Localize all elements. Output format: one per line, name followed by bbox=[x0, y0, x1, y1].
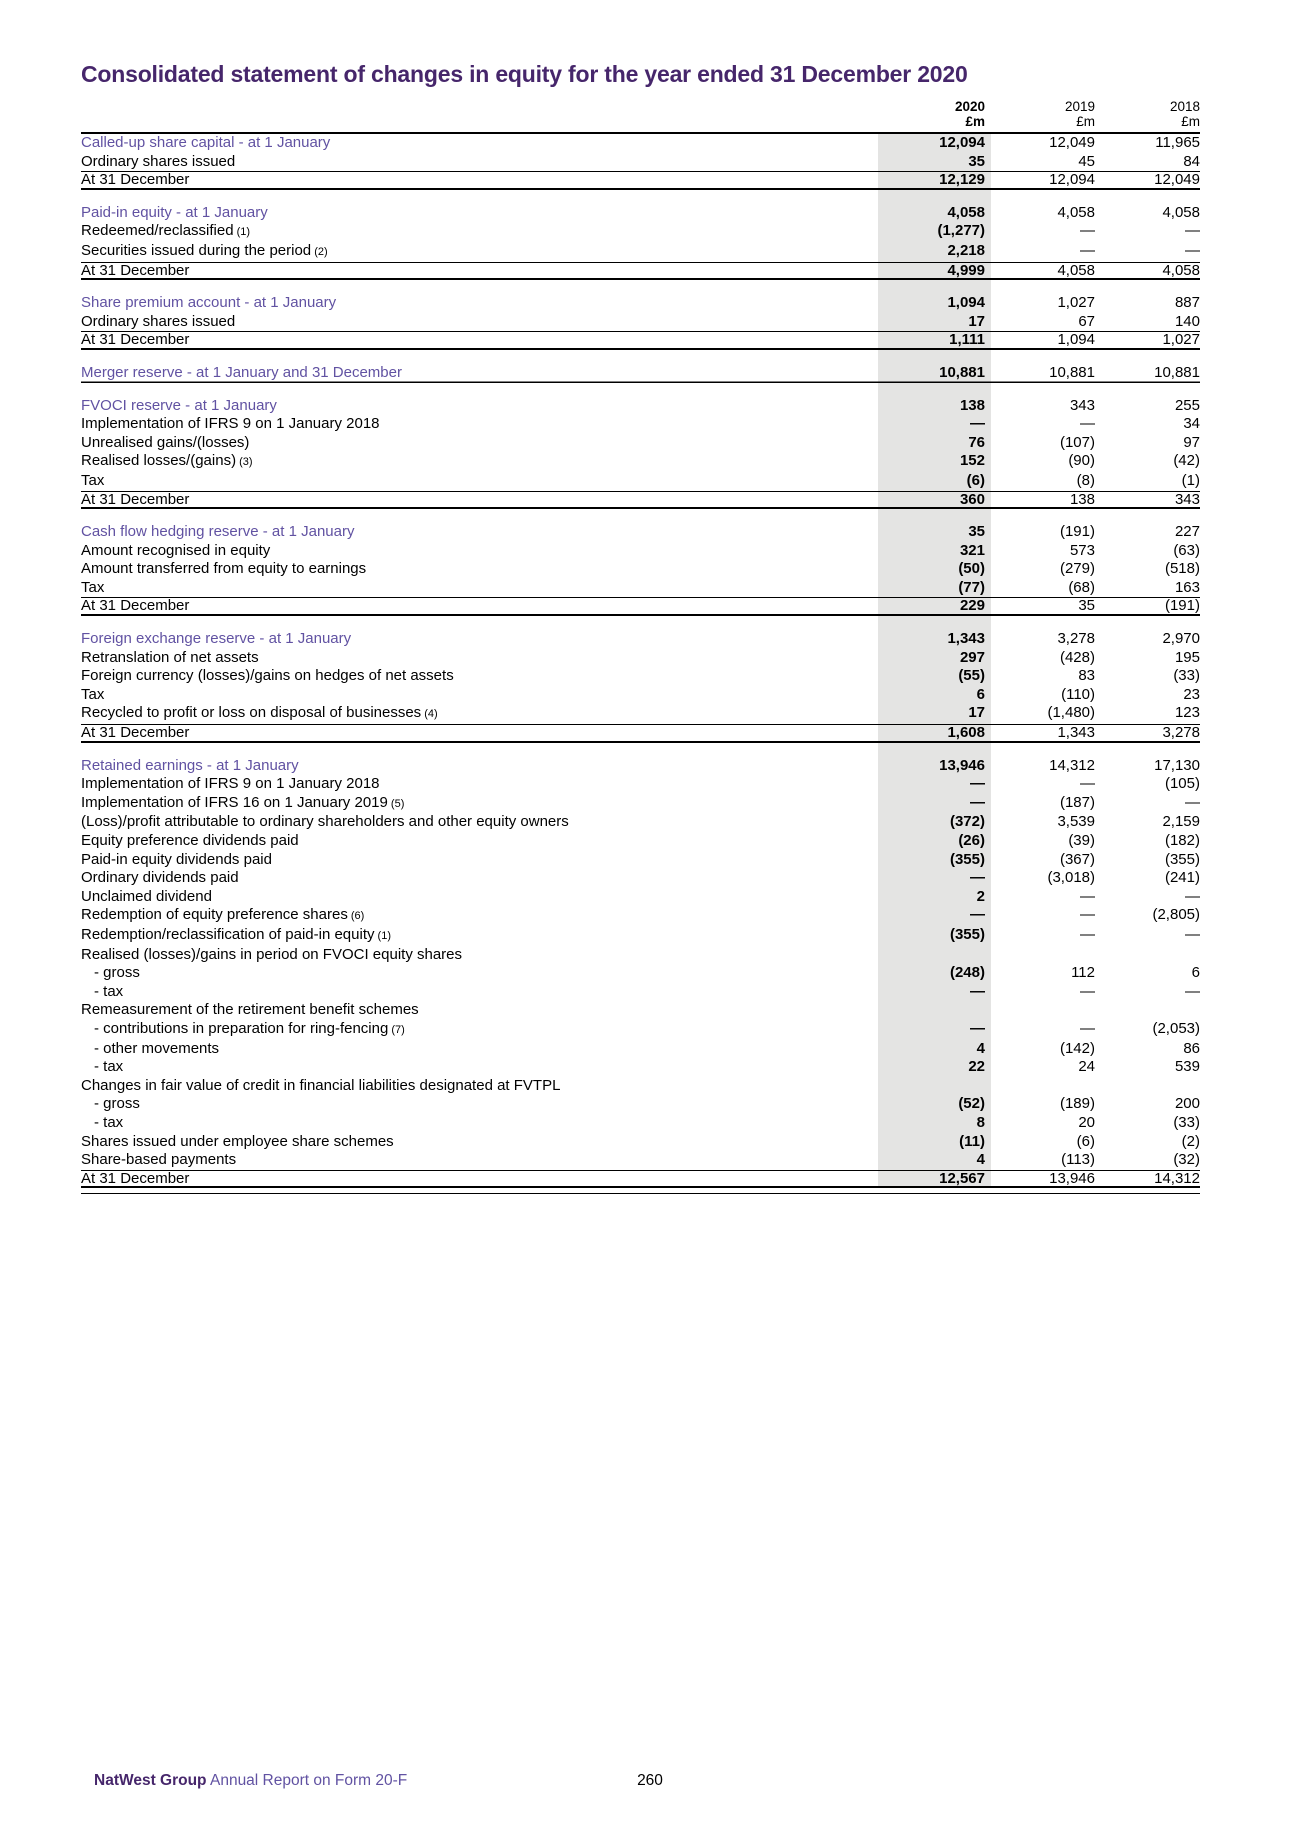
row-label: FVOCI reserve - at 1 January bbox=[81, 396, 277, 414]
table-row bbox=[81, 983, 1200, 1002]
column-header-2019 bbox=[991, 99, 1095, 129]
row-label: At 31 December bbox=[81, 1169, 190, 1187]
footer-brand: NatWest Group bbox=[94, 1772, 207, 1789]
table-row bbox=[81, 649, 1200, 668]
table-row bbox=[81, 579, 1200, 598]
value-2018: — bbox=[1185, 222, 1200, 240]
value-2020: 10,881 bbox=[939, 363, 985, 381]
value-2020: 12,094 bbox=[939, 134, 985, 151]
table-row bbox=[81, 724, 1200, 743]
value-2020: (372) bbox=[949, 813, 985, 831]
value-2019: 10,881 bbox=[1049, 363, 1095, 381]
row-label: - gross bbox=[94, 1095, 140, 1113]
value-2018: 4,058 bbox=[1162, 203, 1200, 221]
row-label: Cash flow hedging reserve - at 1 January bbox=[81, 523, 355, 541]
value-2019: 138 bbox=[1069, 490, 1095, 508]
value-2020: — bbox=[970, 793, 985, 811]
value-2020: (77) bbox=[958, 578, 985, 596]
value-2019: 13,946 bbox=[1049, 1169, 1095, 1187]
table-row bbox=[81, 1170, 1200, 1189]
table-row bbox=[81, 434, 1200, 453]
row-label: Tax bbox=[81, 471, 105, 489]
footnote-marker: (1) bbox=[374, 929, 391, 942]
value-2018: 86 bbox=[1183, 1039, 1200, 1057]
value-2020: — bbox=[970, 1019, 985, 1037]
row-label: Amount transferred from equity to earnings bbox=[81, 560, 367, 578]
table-body bbox=[81, 134, 1200, 1188]
table-row bbox=[81, 472, 1200, 491]
row-label: Tax bbox=[81, 578, 105, 596]
value-2019: 343 bbox=[1069, 396, 1095, 414]
row-label: - tax bbox=[94, 1113, 124, 1131]
row-label: Realised losses/(gains) (3) bbox=[81, 452, 253, 470]
value-2020: — bbox=[970, 415, 985, 433]
value-2020: 35 bbox=[968, 523, 985, 541]
table-row bbox=[81, 832, 1200, 851]
table-section bbox=[81, 523, 1200, 616]
value-2018: (33) bbox=[1173, 667, 1200, 685]
value-2018: (182) bbox=[1164, 832, 1200, 849]
value-2020: 229 bbox=[959, 597, 985, 615]
value-2020: 4,058 bbox=[947, 203, 985, 221]
value-2019: 24 bbox=[1078, 1058, 1095, 1076]
value-2019: (113) bbox=[1061, 1151, 1095, 1169]
value-2018: 1,027 bbox=[1162, 331, 1200, 349]
value-2019 bbox=[991, 946, 1095, 965]
value-2018: — bbox=[1185, 241, 1200, 259]
table-section bbox=[81, 364, 1200, 383]
value-2018: 539 bbox=[1174, 1058, 1200, 1076]
column-unit: £m bbox=[965, 114, 985, 129]
value-2020: 2,218 bbox=[947, 241, 985, 259]
value-2018: 195 bbox=[1174, 648, 1200, 666]
table-section bbox=[81, 204, 1200, 280]
value-2019: (191) bbox=[1059, 523, 1095, 541]
row-label: Amount recognised in equity bbox=[81, 541, 271, 559]
value-2020: 1,343 bbox=[947, 630, 985, 648]
row-label: Foreign exchange reserve - at 1 January bbox=[81, 630, 352, 648]
value-2018: 227 bbox=[1174, 523, 1200, 541]
value-2020: 8 bbox=[976, 1113, 985, 1131]
row-label: Recycled to profit or loss on disposal of businesses (4) bbox=[81, 704, 438, 722]
value-2018: (1) bbox=[1181, 471, 1200, 489]
value-2019: — bbox=[1080, 925, 1095, 943]
row-label: Redeemed/reclassified (1) bbox=[81, 222, 251, 240]
value-2018: (2,805) bbox=[1152, 906, 1200, 924]
row-label: (Loss)/profit attributable to ordinary shareholders and other equity owners bbox=[81, 813, 569, 831]
table-row bbox=[81, 134, 1200, 153]
row-label: Unrealised gains/(losses) bbox=[81, 433, 250, 451]
value-2020: (355) bbox=[949, 925, 985, 943]
table-row bbox=[81, 704, 1200, 724]
table-row bbox=[81, 560, 1200, 579]
value-2020: 1,094 bbox=[947, 294, 985, 312]
row-label: Unclaimed dividend bbox=[81, 887, 212, 905]
value-2019: 1,094 bbox=[1057, 331, 1095, 349]
value-2019: 45 bbox=[1078, 152, 1095, 170]
value-2020: 6 bbox=[976, 685, 985, 703]
page-title: Consolidated statement of changes in equity for the year ended 31 December 2020 bbox=[81, 61, 968, 87]
footer-brand-line bbox=[94, 1772, 407, 1790]
table-row bbox=[81, 331, 1200, 350]
table-row bbox=[81, 813, 1200, 832]
table-row bbox=[81, 757, 1200, 776]
value-2020: 2 bbox=[976, 887, 985, 905]
value-2018: 343 bbox=[1174, 490, 1200, 508]
value-2019: (90) bbox=[1068, 452, 1095, 470]
value-2018: (2) bbox=[1181, 1132, 1200, 1150]
value-2019: (8) bbox=[1076, 471, 1095, 489]
table-row bbox=[81, 397, 1200, 416]
row-label: At 31 December bbox=[81, 331, 190, 349]
table-row bbox=[81, 964, 1200, 983]
row-label: Foreign currency (losses)/gains on hedges of net assets bbox=[81, 667, 454, 685]
value-2020: 13,946 bbox=[939, 756, 985, 774]
table-row bbox=[81, 926, 1200, 946]
value-2018: 6 bbox=[1191, 964, 1200, 982]
value-2018: 255 bbox=[1174, 396, 1200, 414]
value-2019: 573 bbox=[1069, 541, 1095, 559]
value-2018: (33) bbox=[1173, 1113, 1200, 1131]
value-2019: 1,027 bbox=[1057, 294, 1095, 312]
value-2019: 3,278 bbox=[1057, 630, 1095, 648]
table-row bbox=[81, 204, 1200, 223]
table-row bbox=[81, 242, 1200, 262]
row-label: At 31 December bbox=[81, 724, 190, 742]
value-2019: (68) bbox=[1068, 578, 1095, 596]
value-2020: 17 bbox=[968, 704, 985, 722]
table-row bbox=[81, 851, 1200, 870]
table-row bbox=[81, 415, 1200, 434]
footnote-marker: (1) bbox=[233, 226, 251, 239]
table-row bbox=[81, 597, 1200, 616]
value-2020: 4,999 bbox=[947, 261, 985, 279]
row-label: At 31 December bbox=[81, 490, 190, 508]
value-2018 bbox=[1095, 946, 1200, 965]
value-2018: — bbox=[1185, 887, 1200, 905]
value-2018: 17,130 bbox=[1154, 756, 1200, 774]
value-2020: 321 bbox=[959, 541, 985, 559]
value-2018: (355) bbox=[1164, 850, 1200, 868]
column-year: 2020 bbox=[954, 99, 985, 114]
value-2018: 97 bbox=[1183, 433, 1200, 451]
row-label: Tax bbox=[81, 685, 105, 703]
value-2020: 1,608 bbox=[947, 724, 985, 742]
value-2020: — bbox=[970, 982, 985, 1000]
value-2018: (241) bbox=[1164, 869, 1200, 887]
row-label: At 31 December bbox=[81, 261, 190, 279]
value-2020: (355) bbox=[949, 850, 985, 868]
value-2018 bbox=[1095, 1077, 1200, 1096]
value-2018: 14,312 bbox=[1154, 1169, 1200, 1187]
table-row bbox=[81, 869, 1200, 888]
value-2018: 2,159 bbox=[1162, 813, 1200, 831]
value-2018: 140 bbox=[1174, 312, 1200, 330]
row-label: Ordinary dividends paid bbox=[81, 869, 239, 887]
row-label: Remeasurement of the retirement benefit schemes bbox=[81, 1001, 419, 1019]
value-2018: 123 bbox=[1174, 704, 1200, 722]
table-row bbox=[81, 294, 1200, 313]
value-2018: 84 bbox=[1183, 152, 1200, 170]
value-2020: (26) bbox=[958, 832, 985, 849]
value-2019: (39) bbox=[1068, 832, 1095, 849]
footnote-marker: (4) bbox=[421, 708, 438, 721]
value-2019: (110) bbox=[1061, 685, 1095, 703]
value-2018: (42) bbox=[1173, 452, 1200, 470]
value-2019: 35 bbox=[1078, 597, 1095, 615]
value-2019: 14,312 bbox=[1049, 756, 1095, 774]
table-row bbox=[81, 153, 1200, 172]
value-2019: — bbox=[1080, 415, 1095, 433]
value-2019: (187) bbox=[1059, 793, 1095, 811]
column-year: 2018 bbox=[1169, 99, 1200, 114]
value-2020: (11) bbox=[959, 1132, 985, 1150]
value-2019: — bbox=[1080, 241, 1095, 259]
value-2020: (248) bbox=[949, 964, 985, 982]
table-row bbox=[81, 667, 1200, 686]
value-2018: — bbox=[1185, 982, 1200, 1000]
row-label: Merger reserve - at 1 January and 31 December bbox=[81, 363, 402, 381]
value-2019: (279) bbox=[1059, 560, 1095, 578]
value-2018: 4,058 bbox=[1162, 261, 1200, 279]
value-2018: 200 bbox=[1174, 1095, 1200, 1113]
table-row bbox=[81, 262, 1200, 281]
value-2020 bbox=[878, 946, 991, 965]
row-label: At 31 December bbox=[81, 597, 190, 615]
value-2020: 4 bbox=[976, 1039, 985, 1057]
row-label: Ordinary shares issued bbox=[81, 152, 236, 170]
table-row bbox=[81, 491, 1200, 510]
table-row bbox=[81, 888, 1200, 907]
value-2020: 17 bbox=[968, 312, 985, 330]
value-2019: (6) bbox=[1076, 1132, 1095, 1150]
value-2020: (6) bbox=[966, 471, 985, 489]
value-2020: 138 bbox=[959, 396, 985, 414]
value-2020: 35 bbox=[968, 152, 985, 170]
value-2018 bbox=[1095, 1001, 1200, 1020]
value-2019: (3,018) bbox=[1047, 869, 1095, 887]
table-row bbox=[81, 171, 1200, 190]
row-label: Share premium account - at 1 January bbox=[81, 294, 337, 312]
table-section bbox=[81, 630, 1200, 743]
table-row bbox=[81, 1133, 1200, 1152]
value-2020: (52) bbox=[958, 1095, 985, 1113]
row-label: Retranslation of net assets bbox=[81, 648, 259, 666]
table-section bbox=[81, 134, 1200, 190]
footnote-marker: (7) bbox=[388, 1023, 405, 1036]
header-spacer bbox=[81, 99, 878, 129]
row-label: Implementation of IFRS 9 on 1 January 2018 bbox=[81, 775, 380, 793]
value-2018: (32) bbox=[1173, 1151, 1200, 1169]
table-row bbox=[81, 1058, 1200, 1077]
table-section bbox=[81, 757, 1200, 1189]
table-row bbox=[81, 1095, 1200, 1114]
footnote-marker: (2) bbox=[311, 245, 328, 258]
table-row bbox=[81, 1020, 1200, 1040]
value-2020: 360 bbox=[959, 490, 985, 508]
value-2019: — bbox=[1080, 906, 1095, 924]
row-label: Implementation of IFRS 16 on 1 January 2019 (5) bbox=[81, 793, 405, 811]
footnote-marker: (5) bbox=[387, 797, 405, 810]
value-2019: 4,058 bbox=[1057, 203, 1095, 221]
page-footer bbox=[0, 1772, 1300, 1792]
value-2018: 12,049 bbox=[1154, 171, 1200, 189]
row-label: Changes in fair value of credit in financial liabilities designated at FVTPL bbox=[81, 1076, 561, 1094]
value-2019: — bbox=[1080, 887, 1095, 905]
table-row bbox=[81, 946, 1200, 965]
row-label: Share-based payments bbox=[81, 1151, 237, 1169]
value-2020: 152 bbox=[959, 452, 985, 470]
column-unit: £m bbox=[1181, 114, 1200, 129]
column-header-2018 bbox=[1095, 99, 1200, 129]
column-unit: £m bbox=[1076, 114, 1095, 129]
value-2019: 3,539 bbox=[1057, 813, 1095, 831]
row-label: Called-up share capital - at 1 January bbox=[81, 134, 331, 151]
page-number: 260 bbox=[637, 1772, 663, 1789]
footer-report-title: Annual Report on Form 20-F bbox=[209, 1772, 408, 1789]
column-year: 2019 bbox=[1064, 99, 1095, 114]
table-row bbox=[81, 630, 1200, 649]
row-label: Realised (losses)/gains in period on FVOCI equity shares bbox=[81, 945, 463, 963]
value-2019: — bbox=[1080, 222, 1095, 240]
row-label: - gross bbox=[94, 964, 140, 982]
table-row bbox=[81, 1077, 1200, 1096]
table-row bbox=[81, 906, 1200, 926]
value-2019: 4,058 bbox=[1057, 261, 1095, 279]
value-2019: 67 bbox=[1078, 312, 1095, 330]
table-row bbox=[81, 222, 1200, 242]
value-2018: (2,053) bbox=[1152, 1019, 1200, 1037]
row-label: Implementation of IFRS 9 on 1 January 2018 bbox=[81, 415, 380, 433]
value-2020 bbox=[878, 1001, 991, 1020]
row-label: - tax bbox=[94, 1058, 124, 1076]
value-2019: 20 bbox=[1078, 1113, 1095, 1131]
row-label: Retained earnings - at 1 January bbox=[81, 756, 299, 774]
row-label: Paid-in equity - at 1 January bbox=[81, 203, 268, 221]
value-2019: (1,480) bbox=[1047, 704, 1095, 722]
table-row bbox=[81, 364, 1200, 383]
value-2020: 12,129 bbox=[939, 171, 985, 189]
row-label: Securities issued during the period (2) bbox=[81, 241, 328, 259]
table-row bbox=[81, 1001, 1200, 1020]
table-row bbox=[81, 775, 1200, 794]
value-2019 bbox=[991, 1001, 1095, 1020]
table-row bbox=[81, 686, 1200, 705]
value-2019: 12,049 bbox=[1049, 134, 1095, 151]
value-2018: — bbox=[1185, 793, 1200, 811]
table-section bbox=[81, 294, 1200, 350]
table-row bbox=[81, 1151, 1200, 1170]
row-label: Equity preference dividends paid bbox=[81, 832, 299, 849]
row-label: - other movements bbox=[94, 1039, 220, 1057]
value-2019: (428) bbox=[1059, 648, 1095, 666]
table-row bbox=[81, 452, 1200, 472]
value-2020: 22 bbox=[968, 1058, 985, 1076]
table-row bbox=[81, 794, 1200, 814]
footnote-marker: (3) bbox=[236, 456, 253, 469]
value-2019: (142) bbox=[1059, 1039, 1095, 1057]
column-header-2020 bbox=[878, 99, 991, 129]
row-label: Shares issued under employee share schemes bbox=[81, 1132, 394, 1150]
value-2019 bbox=[991, 1077, 1095, 1096]
value-2018: 887 bbox=[1174, 294, 1200, 312]
value-2020: (55) bbox=[958, 667, 985, 685]
footnote-marker: (6) bbox=[347, 910, 365, 923]
value-2020: (50) bbox=[958, 560, 985, 578]
row-label: At 31 December bbox=[81, 171, 190, 189]
value-2020: 4 bbox=[976, 1151, 985, 1169]
row-label: Redemption/reclassification of paid-in equity (1) bbox=[81, 925, 391, 943]
value-2018: (105) bbox=[1164, 775, 1200, 793]
value-2019: — bbox=[1080, 775, 1095, 793]
value-2018: 3,278 bbox=[1162, 724, 1200, 742]
value-2018: — bbox=[1185, 925, 1200, 943]
value-2019: — bbox=[1080, 1019, 1095, 1037]
row-label: Redemption of equity preference shares (6) bbox=[81, 906, 365, 924]
table-row bbox=[81, 542, 1200, 561]
value-2020 bbox=[878, 1077, 991, 1096]
table-row bbox=[81, 523, 1200, 542]
value-2019: 83 bbox=[1078, 667, 1095, 685]
value-2019: (367) bbox=[1059, 850, 1095, 868]
table-row bbox=[81, 313, 1200, 332]
row-label: - tax bbox=[94, 982, 124, 1000]
value-2020: 76 bbox=[968, 433, 985, 451]
table-row bbox=[81, 1114, 1200, 1133]
value-2019: — bbox=[1080, 982, 1095, 1000]
value-2019: 1,343 bbox=[1057, 724, 1095, 742]
table-section bbox=[81, 397, 1200, 510]
table-header-row bbox=[81, 99, 1200, 134]
value-2019: (189) bbox=[1059, 1095, 1095, 1113]
value-2020: 297 bbox=[959, 648, 985, 666]
value-2018: 10,881 bbox=[1154, 363, 1200, 381]
table-row bbox=[81, 1040, 1200, 1059]
value-2020: (1,277) bbox=[937, 222, 985, 240]
value-2019: 112 bbox=[1071, 964, 1095, 982]
value-2019: (107) bbox=[1059, 433, 1095, 451]
row-label: - contributions in preparation for ring-fencing (7) bbox=[94, 1019, 405, 1037]
value-2018: 23 bbox=[1183, 685, 1200, 703]
value-2020: — bbox=[970, 869, 985, 887]
value-2020: 12,567 bbox=[939, 1169, 985, 1187]
value-2019: 12,094 bbox=[1049, 171, 1095, 189]
value-2018: (191) bbox=[1164, 597, 1200, 615]
row-label: Ordinary shares issued bbox=[81, 312, 236, 330]
value-2020: 1,111 bbox=[949, 331, 985, 349]
value-2020: — bbox=[970, 906, 985, 924]
value-2020: — bbox=[970, 775, 985, 793]
value-2018: (518) bbox=[1164, 560, 1200, 578]
value-2018: 11,965 bbox=[1155, 134, 1200, 151]
value-2018: (63) bbox=[1173, 541, 1200, 559]
value-2018: 163 bbox=[1174, 578, 1200, 596]
value-2018: 34 bbox=[1183, 415, 1200, 433]
row-label: Paid-in equity dividends paid bbox=[81, 850, 272, 868]
value-2018: 2,970 bbox=[1162, 630, 1200, 648]
equity-statement-table bbox=[81, 99, 1200, 1188]
